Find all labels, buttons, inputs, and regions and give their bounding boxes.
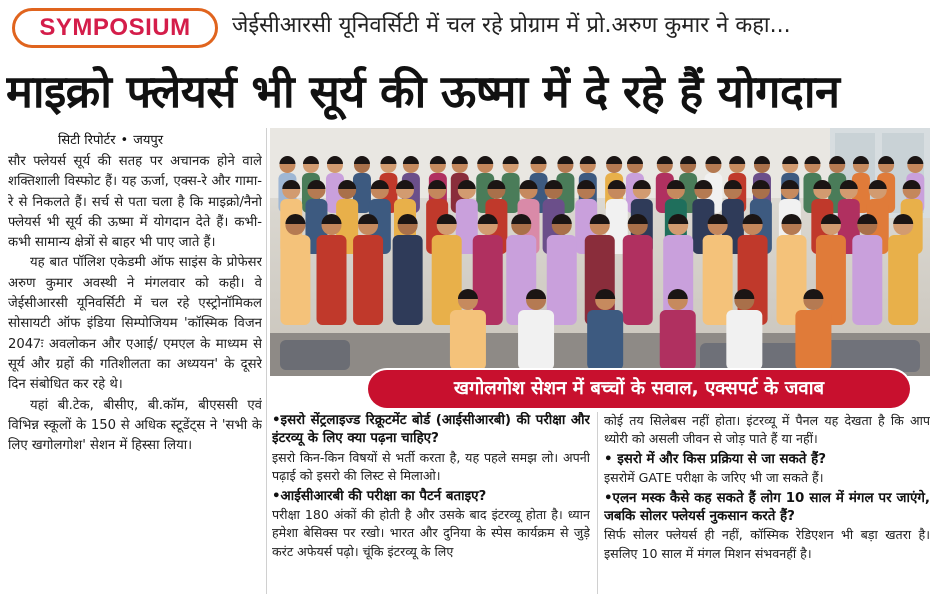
person-body (450, 310, 486, 370)
byline-city: जयपुर (133, 133, 164, 148)
question-text: •एलन मस्क कैसे कह सकते हैं लोग 10 साल में मंगल पर जाएंगे, जबकि सोलर फ्लेयर्स नुकसान करते हैं? (604, 490, 930, 525)
person-body (353, 235, 383, 325)
byline-reporter: सिटी रिपोर्टर (58, 133, 116, 148)
person-body (393, 235, 423, 325)
byline (58, 132, 258, 150)
person-body (660, 310, 696, 370)
person-body (518, 310, 554, 370)
person-body (587, 310, 623, 370)
qa-column-left (272, 412, 590, 596)
top-bar (0, 0, 936, 54)
person-body (623, 235, 653, 325)
kicker-line: जेईसीआरसी यूनिवर्सिटी में चल रहे प्रोग्राम में प्रो.अरुण कुमार ने कहा... (232, 13, 791, 38)
question-text: •इसरो सेंट्रलाइज्ड रिक्रूटमेंट बोर्ड (आईसीआरबी) की परीक्षा और इंटरव्यू के लिए क्या पढ़ना चाहिए? (272, 413, 590, 447)
answer-text: इसरोमें GATE परीक्षा के जरिए भी जा सकते हैं। (604, 470, 824, 486)
answer-text: इसरो किन-किन विषयों से भर्ती करता है, यह पहले समझ लो। अपनी पढ़ाई को इसरो की लिस्ट से मिलाओ। (272, 449, 590, 484)
answer-text: परीक्षा 180 अंकों की होती है और उसके बाद इंटरव्यू होता है। ध्यान हमेशा बेसिक्स पर रखो। भारत और दुनिया के स्पेस कार्यक्रम से जुड़े करंट अफेयर्स पढ़ो। चूंकि इंटरव्यू के लिए (272, 507, 590, 559)
qa-sub-headline: खगोलगोश सेशन में बच्चों के सवाल, एक्सपर्ट के जवाब (368, 370, 910, 408)
section-badge: SYMPOSIUM (12, 8, 218, 48)
person-body (852, 235, 882, 325)
left-article-column (8, 152, 262, 594)
question-text: •आईसीआरबी की परीक्षा का पैटर्न बताइए? (272, 488, 487, 504)
person-body (317, 235, 347, 325)
person-body (703, 235, 733, 325)
byline-separator: • (120, 133, 129, 148)
person-body (795, 310, 831, 370)
qa-column-right (604, 412, 930, 596)
question-text: • इसरो में और किस प्रक्रिया से जा सकते हैं? (604, 451, 826, 467)
person-body (726, 310, 762, 370)
column-divider (266, 128, 267, 594)
headline: माइक्रो फ्लेयर्स भी सूर्य की ऊष्मा में दे रहे हैं योगदान (6, 65, 840, 118)
article-paragraph: यह बात पॉलिश एकेडमी ऑफ साइंस के प्रोफेसर अरुण कुमार अवस्थी ने मंगलवार को कही। वे जेईसीआरसी यूनिवर्सिटी में चल रहे एस्ट्रोनॉमिकल सोसायटी ऑफ इंडिया सिम्पोजियम 'कॉस्मिक विजन 2047ः अवलोकन और एआई/ एमएल के माध्यम से सूर्य और ग्रहों की गतिशीलता का अध्ययन' के दूसरे दिन संबोधित कर रहे थे। (8, 255, 262, 393)
group-photo-illustration (270, 128, 930, 376)
article-paragraph: सौर फ्लेयर्स सूर्य की सतह पर अचानक होने वाले शक्तिशाली विस्फोट हैं। यह ऊर्जा, एक्स-रे और गामा-रे से निकलते हैं। सर्च से पता चला है कि माइक्रो/नैनो फ्लेयर्स भी सूर्य की ऊष्मा में योगदान देते हैं। कभी-कभी सामान्य क्षेत्रों से बाहर भी पाए जाते हैं। (8, 154, 262, 251)
answer-text: कोई तय सिलेबस नहीं होता। इंटरव्यू में पैनल यह देखता है कि आप थ्योरी को असली जीवन से जोड़ पाते हैं या नहीं। (604, 413, 930, 447)
person-body (888, 235, 918, 325)
group-photo (270, 128, 930, 376)
person-body (280, 235, 310, 325)
qa-column-divider (597, 412, 598, 594)
answer-text: सिर्फ सोलर फ्लेयर्स ही नहीं, कॉस्मिक रेडिएशन भी बड़ा खतरा है। इसलिए 10 साल में मंगल मिशन संभवनहीं है। (604, 527, 930, 561)
article-paragraph: यहां बी.टेक, बीसीए, बी.कॉम, बीएससी एवं विभिन्न स्कूलों के 150 से अधिक स्टूडेंट्स ने 'सभी के लिए खगोलगोश' सेशन में हिस्सा लिया। (8, 397, 262, 454)
